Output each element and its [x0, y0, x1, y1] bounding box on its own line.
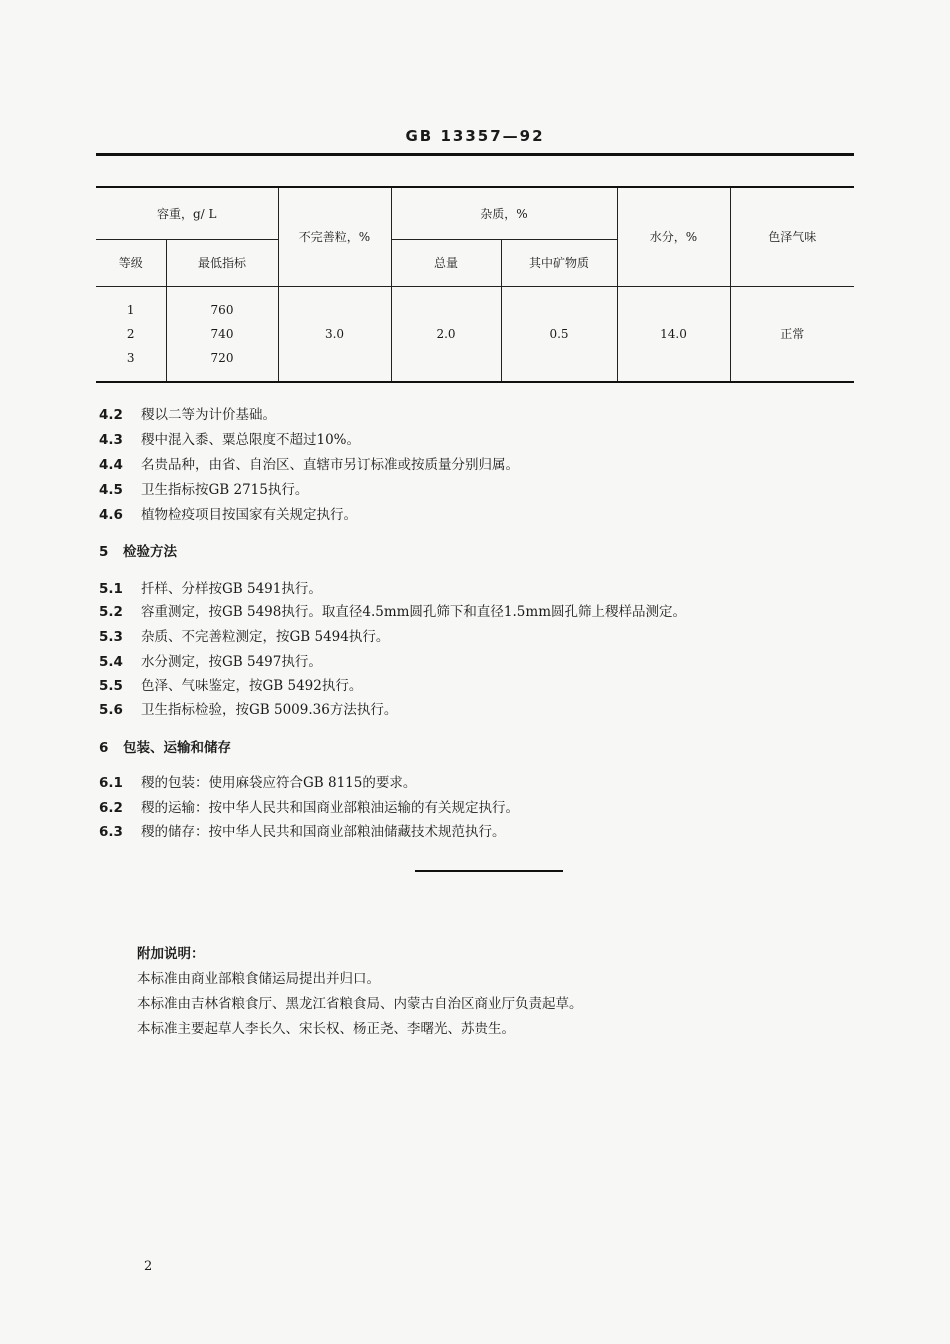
section-num: 5 — [99, 544, 109, 560]
section-5-title — [99, 540, 177, 560]
col-bulk-density: 容重，g/ L — [96, 187, 278, 239]
clause-text: 稷中混入黍、粟总限度不超过10%。 — [141, 432, 361, 448]
col-min-index: 最低指标 — [166, 239, 278, 286]
clause-num: 4.6 — [99, 507, 123, 523]
clause-num: 5.6 — [99, 702, 123, 718]
clause-6-2 — [99, 796, 519, 816]
clause-6-3 — [99, 820, 506, 840]
grade-1: 1 — [126, 302, 135, 317]
clause-5-6 — [99, 698, 397, 718]
color-odor-value: 正常 — [730, 286, 854, 382]
clause-4-5 — [99, 478, 308, 498]
clause-text: 植物检疫项目按国家有关规定执行。 — [141, 507, 357, 523]
col-color-odor: 色泽气味 — [730, 187, 854, 286]
impurity-total-value: 2.0 — [391, 286, 501, 382]
section-title-text: 包装、运输和储存 — [123, 740, 231, 756]
notes-title: 附加说明： — [137, 946, 205, 962]
clause-num: 4.5 — [99, 482, 123, 498]
min-index-cell — [166, 286, 278, 382]
col-impurity: 杂质，% — [391, 187, 617, 239]
clause-text: 稷的运输：按中华人民共和国商业部粮油运输的有关规定执行。 — [141, 800, 519, 816]
grade-3: 3 — [126, 350, 135, 365]
col-imperfect: 不完善粒，% — [278, 187, 391, 286]
end-rule — [415, 870, 563, 872]
additional-notes — [137, 942, 583, 1042]
section-title-text: 检验方法 — [123, 544, 177, 560]
clause-text: 稷的储存：按中华人民共和国商业部粮油储藏技术规范执行。 — [141, 824, 506, 840]
clause-text: 稷的包装：使用麻袋应符合GB 8115的要求。 — [141, 775, 417, 791]
page-header-code: GB 13357—92 — [405, 127, 545, 145]
moisture-value: 14.0 — [617, 286, 730, 382]
clause-text: 杂质、不完善粒测定，按GB 5494执行。 — [141, 629, 390, 645]
clause-4-2 — [99, 403, 276, 423]
clause-num: 6.3 — [99, 824, 123, 840]
impurity-mineral-value: 0.5 — [501, 286, 617, 382]
section-num: 6 — [99, 740, 109, 756]
clause-num: 4.2 — [99, 407, 123, 423]
notes-line: 本标准主要起草人李长久、宋长权、杨正尧、李曙光、苏贵生。 — [137, 1021, 515, 1037]
clause-text: 容重测定，按GB 5498执行。取直径4.5mm圆孔筛下和直径1.5mm圆孔筛上稷样品测定。 — [141, 604, 686, 620]
notes-line: 本标准由吉林省粮食厅、黑龙江省粮食局、内蒙古自治区商业厅负责起草。 — [137, 996, 583, 1012]
grade-cell — [96, 286, 166, 382]
clause-text: 卫生指标按GB 2715执行。 — [141, 482, 309, 498]
clause-4-6 — [99, 503, 357, 523]
col-impurity-mineral: 其中矿物质 — [501, 239, 617, 286]
clause-num: 6.1 — [99, 775, 123, 791]
clause-text: 水分测定，按GB 5497执行。 — [141, 654, 322, 670]
grade-table — [96, 186, 854, 383]
clause-6-1 — [99, 771, 416, 791]
clause-num: 5.2 — [99, 604, 123, 620]
clause-num: 5.1 — [99, 581, 123, 597]
clause-num: 5.5 — [99, 678, 123, 694]
min-index-1: 760 — [210, 302, 234, 317]
imperfect-value: 3.0 — [278, 286, 391, 382]
clause-text: 稷以二等为计价基础。 — [141, 407, 276, 423]
clause-4-4 — [99, 453, 519, 473]
clause-5-1 — [99, 577, 322, 597]
header-rule — [96, 153, 854, 156]
clause-5-5 — [99, 674, 362, 694]
clause-text: 色泽、气味鉴定，按GB 5492执行。 — [141, 678, 363, 694]
col-grade: 等级 — [96, 239, 166, 286]
section-6-title — [99, 736, 231, 756]
min-index-3: 720 — [210, 350, 234, 365]
col-impurity-total: 总量 — [391, 239, 501, 286]
grade-2: 2 — [126, 326, 135, 341]
clause-num: 5.3 — [99, 629, 123, 645]
col-moisture: 水分，% — [617, 187, 730, 286]
clause-4-3 — [99, 428, 360, 448]
clause-text: 卫生指标检验，按GB 5009.36方法执行。 — [141, 702, 398, 718]
clause-5-2 — [99, 600, 686, 620]
clause-num: 4.4 — [99, 457, 123, 473]
page-number: 2 — [144, 1259, 153, 1274]
notes-line: 本标准由商业部粮食储运局提出并归口。 — [137, 971, 380, 987]
min-index-2: 740 — [210, 326, 234, 341]
clause-5-3 — [99, 625, 389, 645]
clause-num: 4.3 — [99, 432, 123, 448]
clause-text: 名贵品种，由省、自治区、直辖市另订标准或按质量分别归属。 — [141, 457, 519, 473]
clause-5-4 — [99, 650, 322, 670]
clause-num: 6.2 — [99, 800, 123, 816]
clause-num: 5.4 — [99, 654, 123, 670]
clause-text: 扦样、分样按GB 5491执行。 — [141, 581, 322, 597]
